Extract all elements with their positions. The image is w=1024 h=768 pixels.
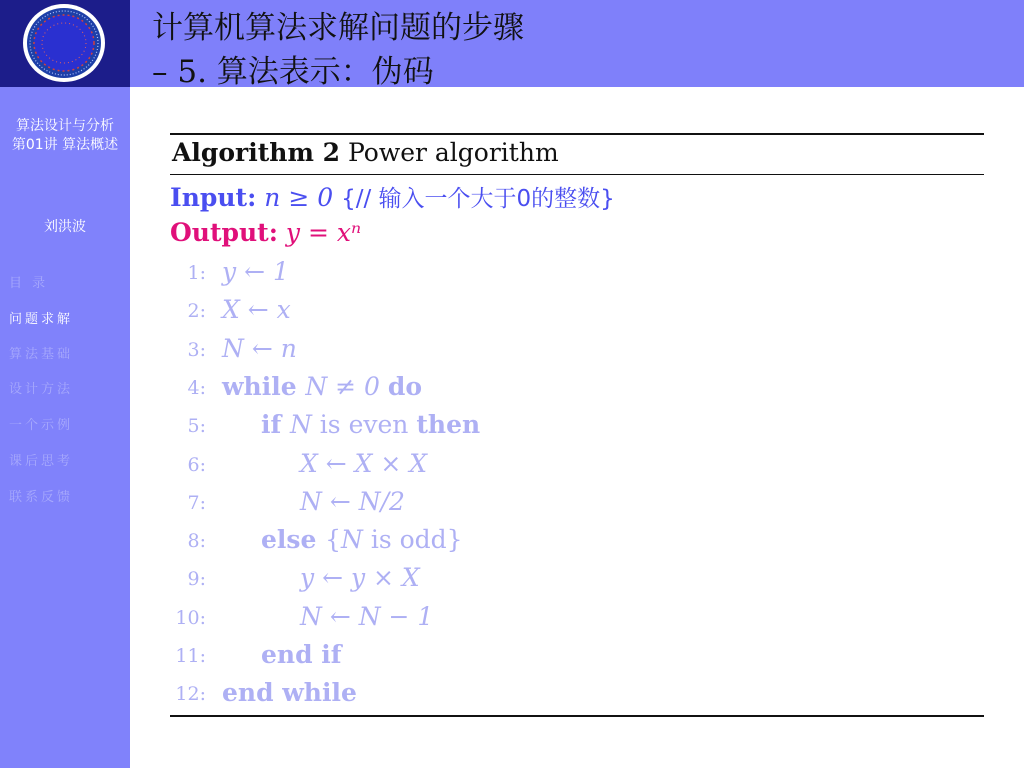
line-number: 9: bbox=[187, 568, 206, 591]
line-number: 2: bbox=[187, 300, 206, 323]
algorithm-caption bbox=[172, 138, 559, 167]
keyword: then bbox=[416, 410, 481, 440]
course-info bbox=[6, 117, 124, 155]
line-number: 1: bbox=[187, 262, 206, 284]
algorithm-name: Power algorithm bbox=[347, 138, 559, 167]
line-number: 11: bbox=[175, 645, 206, 667]
line-code bbox=[222, 257, 289, 286]
output-label: Output: bbox=[170, 218, 278, 247]
line-number: 3: bbox=[187, 338, 206, 361]
keyword: end while bbox=[222, 678, 357, 708]
line-number: 8: bbox=[187, 530, 206, 553]
nav-item-algorithm-basics[interactable]: 算法基础 bbox=[9, 347, 74, 362]
line-code bbox=[222, 678, 357, 707]
math-expression: N bbox=[341, 525, 371, 555]
input-condition: n ≥ 0 bbox=[264, 183, 334, 212]
math-expression: X ← x bbox=[222, 295, 291, 325]
nav-item-homework[interactable]: 课后思考 bbox=[9, 454, 74, 469]
keyword: if bbox=[261, 410, 290, 440]
algorithm-caption-rule bbox=[170, 174, 984, 175]
lecture-title: 第01讲 算法概述 bbox=[11, 137, 119, 153]
line-code bbox=[222, 334, 297, 363]
page-subtitle: – 5. 算法表示：伪码 bbox=[152, 54, 434, 90]
line-code bbox=[261, 640, 342, 669]
code-text: is even bbox=[319, 410, 417, 440]
line-code bbox=[300, 563, 420, 592]
algorithm-top-rule bbox=[170, 133, 984, 135]
math-expression: N ← N − 1 bbox=[300, 601, 434, 631]
line-code bbox=[300, 602, 433, 631]
keyword: while bbox=[222, 371, 306, 401]
keyword: do bbox=[387, 371, 423, 401]
keyword: end if bbox=[261, 640, 342, 669]
line-number: 5: bbox=[187, 415, 206, 438]
algorithm-bottom-rule bbox=[170, 715, 984, 717]
math-expression: N ← N/2 bbox=[300, 486, 405, 516]
line-number: 12: bbox=[175, 683, 206, 706]
line-number: 10: bbox=[175, 606, 206, 629]
nav-item-contact[interactable]: 联系反馈 bbox=[9, 490, 74, 505]
input-label: Input: bbox=[170, 183, 257, 212]
math-expression: N bbox=[289, 410, 320, 440]
course-title: 算法设计与分析 bbox=[16, 118, 114, 134]
math-expression: N ≠ 0 bbox=[305, 371, 388, 401]
keyword: else bbox=[261, 525, 326, 555]
nav-item-problem-solving[interactable]: 问题求解 bbox=[9, 312, 74, 327]
university-seal-icon bbox=[22, 3, 106, 83]
line-code bbox=[300, 449, 427, 478]
line-number: 7: bbox=[187, 491, 206, 514]
math-expression: y ← 1 bbox=[222, 257, 289, 286]
algorithm-output bbox=[170, 218, 361, 247]
code-text: { bbox=[325, 525, 341, 555]
math-expression: y ← y × X bbox=[300, 563, 420, 593]
nav-item-example[interactable]: 一个示例 bbox=[9, 418, 74, 433]
line-code bbox=[222, 295, 291, 324]
nav-item-contents[interactable]: 目 录 bbox=[9, 276, 49, 291]
page-title: 计算机算法求解问题的步骤 bbox=[152, 10, 524, 46]
line-number: 6: bbox=[187, 453, 206, 476]
code-text: is odd} bbox=[370, 525, 463, 555]
nav-item-design-methods[interactable]: 设计方法 bbox=[9, 382, 74, 397]
algorithm-input bbox=[170, 180, 615, 213]
line-code bbox=[261, 410, 480, 439]
input-comment: {// 输入一个大于0的整数} bbox=[341, 186, 615, 212]
line-code bbox=[300, 487, 405, 516]
math-expression: N ← n bbox=[222, 333, 297, 363]
output-expression: y = xⁿ bbox=[285, 218, 362, 247]
logo-area bbox=[0, 0, 130, 87]
line-code bbox=[222, 372, 422, 401]
algorithm-label: Algorithm 2 bbox=[172, 138, 340, 167]
line-code bbox=[261, 525, 463, 554]
math-expression: X ← X × X bbox=[300, 448, 428, 478]
author-name: 刘洪波 bbox=[44, 219, 86, 235]
line-number: 4: bbox=[187, 376, 206, 399]
